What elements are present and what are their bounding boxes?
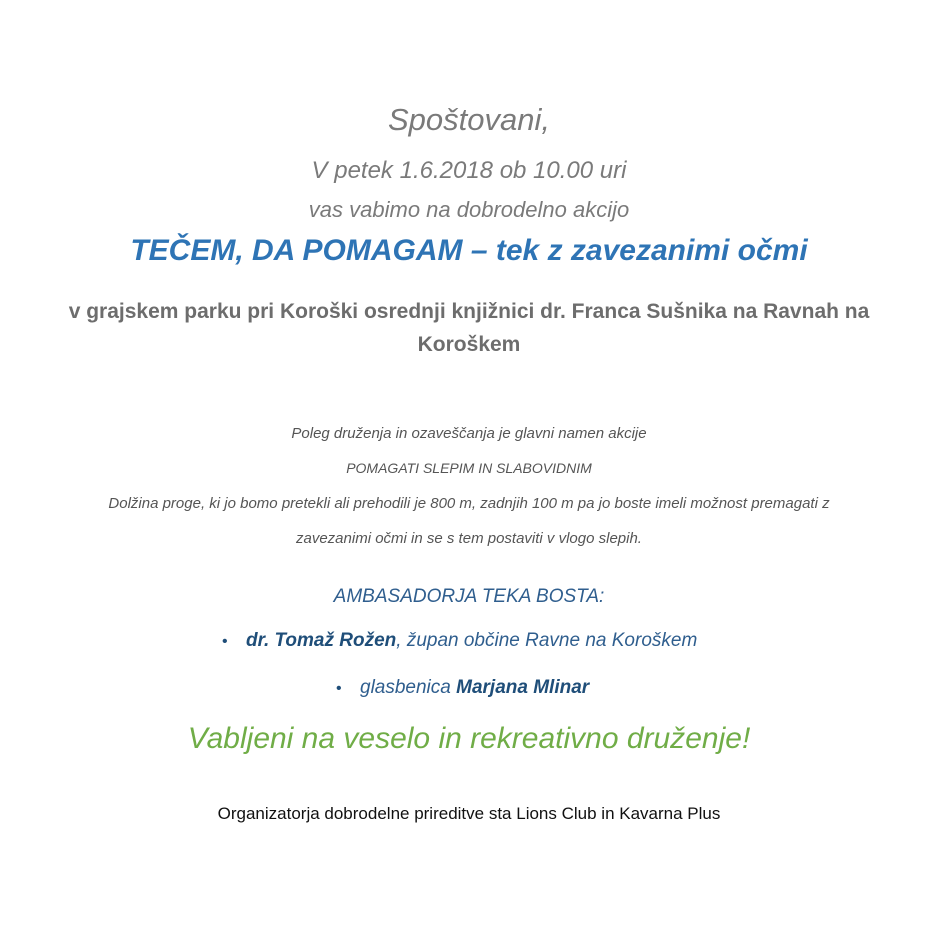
details-line-2: POMAGATI SLEPIM IN SLABOVIDNIM (346, 460, 592, 476)
bullet-icon: • (222, 633, 228, 650)
invite-line: vas vabimo na dobrodelno akcijo (308, 197, 630, 222)
event-date: V petek 1.6.2018 ob 10.00 uri (311, 157, 627, 184)
greeting: Spoštovani, (388, 102, 550, 137)
details-line-4: zavezanimi očmi in se s tem postaviti v vlogo slepih. (296, 530, 642, 547)
organizers-line: Organizatorja dobrodelne prireditve sta Lions Club in Kavarna Plus (217, 804, 721, 823)
ambassador-item (336, 677, 589, 699)
ambassador-item (222, 630, 697, 652)
event-title: TEČEM, DA POMAGAM – tek z zavezanimi očmi (130, 234, 808, 267)
event-location: v grajskem parku pri Koroški osrednji knjižnici dr. Franca Sušnika na Ravnah na Koroškem (68, 300, 870, 356)
ambassador-name: Marjana Mlinar (456, 677, 590, 698)
ambassador-role: , župan občine Ravne na Koroškem (396, 630, 698, 651)
details-line-3: Dolžina proge, ki jo bomo pretekli ali prehodili je 800 m, zadnjih 100 m pa jo boste imeli možnost premagati z (108, 495, 830, 512)
welcome-message: Vabljeni na veselo in rekreativno druženje! (187, 722, 751, 755)
ambassador-name: dr. Tomaž Rožen (246, 630, 397, 651)
bullet-icon: • (336, 680, 342, 697)
details-line-1: Poleg druženja in ozaveščanja je glavni namen akcije (291, 425, 647, 442)
ambassadors-heading: AMBASADORJA TEKA BOSTA: (333, 586, 605, 607)
ambassador-role: glasbenica (360, 677, 457, 698)
